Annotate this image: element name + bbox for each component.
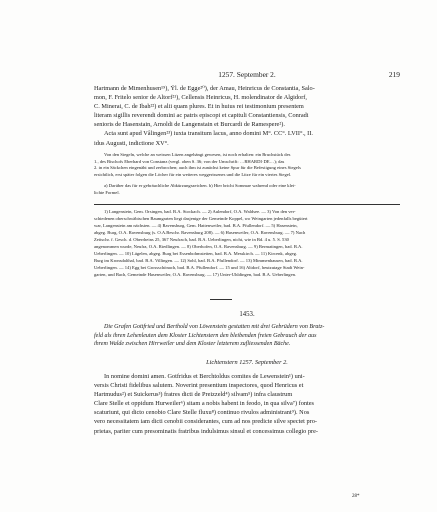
summary-line: feld als ihren Lehenleuten dem Kloster Lichtenstern den bleibenden freien Gebrauch der aus xyxy=(94,332,317,339)
footnote-line: 1) Langenstein, Gem. Orsingen, bad. B.A. Stockach. — 2) Aulendorf, O.A. Waldsee. — 3) Von den ver- xyxy=(104,209,296,214)
text-line: Acta sunt apud Vâlingen²³) iuxta transitum lacus, anno domini M°. CC°. LVII°., II. xyxy=(104,130,313,138)
footnote-line: abgeg. Burg, O.A. Ravensburg (s. O.A.Beschr. Ravensburg 208). — 6) Hasenweiler, O.A. Ravensburg. — 7) Nach xyxy=(94,230,306,235)
note-line: ersichtlich, erst später folgen die Löcher für ein weiteres weggerissenes und die Litze für ein viertes Siegel. xyxy=(94,172,292,178)
text-line: Hartmann de Mimenhusen¹⁹), Ÿl. de Egge²⁰), der Amau, Heinricus de Constantia, Salo- xyxy=(94,85,315,92)
footnote-line: Zeitschr. f. Gesch. d. Oberrheins 25, 367 Neufrach, bad. B.A. Ueberlingen, nicht, wie in Bd. 4 u. 5. S. 530 xyxy=(94,237,289,242)
footnote-line: angenommen wurde, Neufra, O.A. Riedlingen. — 8) Oberhofen, O.A. Ravensburg. — 9) Bermatingen, bad. B.A. xyxy=(94,244,303,249)
footnotes xyxy=(94,208,400,278)
note-line: lichte Formel. xyxy=(94,189,120,195)
text-line: Clare Stelle et oppidum Hurweiler⁶) sitam a nobis habent in feodo, in qua silva⁷) fontes xyxy=(94,400,315,408)
footnote-divider xyxy=(94,204,400,205)
text-line: scaturiunt, qui dicto cenobio Clare Stelle fluxu⁸) continuo rivulos administrant⁹). Nos xyxy=(94,409,310,417)
charter-text-continued xyxy=(94,84,400,148)
text-line: idus Augusti, indictione XV°. xyxy=(94,139,169,147)
text-line: C. Minerai, C. de Ibah²²) et alii quam plures. Et in huius rei testimonium presentem xyxy=(94,103,304,111)
summary-line: ihrem Walde zwischen Hirrweiler und dem Kloster letzterem zufliessenden Bäche. xyxy=(94,341,291,348)
footnote-line: Ueberlingen. — 14) Egg bei Grossschönach, bad. B.A. Pfullendorf. — 15 und 16) Altdorf, heutzutage Stadt Wein- xyxy=(94,265,305,270)
note-line: a) Darüber das für er gebräuchliche Abkürzungszeichen. b) Hier bricht Sommae wahrend oder eine klei- xyxy=(104,183,296,188)
text-line: mon, F. Fritelo senior de Altorf²¹), Cellensis Heinricus, H. molendinator de Algidorf, xyxy=(94,94,307,102)
text-line: versis Christi fidelibus salutem. Noverint presentium inspectores, quod Henricus et xyxy=(94,382,304,390)
text-line: Hartmudus²) et Suickerus³) fratres dicti de Preizzeld⁴) silvam⁵) infra claustrum xyxy=(94,391,293,399)
document-summary xyxy=(94,323,400,349)
document-number: 1453. xyxy=(239,311,255,318)
summary-line: Die Grafen Gottfried und Berthold von Löwenstein gestatten mit drei Gebrüdern von Bratz- xyxy=(104,324,325,330)
text-line: In nomine domini amen. Gotfridus et Berchtoldus comites de Lewenstein¹) uni- xyxy=(104,373,305,380)
text-line: prietas, pariter cum presominatis fratribus indulsimus sinsul et concessimus collegio pre- xyxy=(94,427,319,435)
charter-text xyxy=(94,372,400,436)
signature-mark: 28* xyxy=(352,494,360,499)
textual-notes xyxy=(94,183,400,196)
note-line: Von den Siegeln, welche an weissen Litzen angehängt gewesen, ist noch erhalten: ein Bruchstück des xyxy=(104,152,291,157)
seal-description xyxy=(94,152,400,179)
footnote-line: Burg im Kronsdalthal, bad. B.A. Villingen. — 12) Sohl, bad. B.A. Pfullendorf. — 13) Mimmenhausen, bad. B.A. xyxy=(94,258,303,263)
footnote-line: garten, und Bach, Gemeinde Hasenweiler, O.A. Ravensburg. — 17) Unter-Uhldingen, bad. B.A. Ueberlingen. xyxy=(94,272,297,277)
page-number: 219 xyxy=(388,70,400,79)
text-line: literam sigillis reverendi domini ac patris episcopi et capituli Constantiensis, Conradi xyxy=(94,112,309,120)
place-date-line: Lichtenstern 1257. September 2. xyxy=(206,359,288,366)
page-header xyxy=(94,70,400,80)
footnote-line: schiedenen oberschwäbischen Baumgarten liegt dasjenige der Gemeinde Koppel, wo Weingarten jedenfalls begütert xyxy=(94,216,308,221)
section-separator xyxy=(210,299,232,300)
text-line: senioris de Hasenstain, Arnoldi de Langenstain et Burcardi de Ramespere²). xyxy=(94,121,285,129)
footnote-line: Ueberlingen. — 10) Lägelen, abgeg. Burg bei Essenbohmstetten, bad. B.A. Messkirch. — 11) Kircenk, abgeg. xyxy=(94,251,298,256)
note-line: 1., des Bischofs Eberhard von Constanz (vergl. oben S. 36; von der Umschrift: …RHARDI·DE…); das xyxy=(94,158,285,164)
running-title: 1257. September 2. xyxy=(218,70,276,79)
footnote-line: war, Langenstein am nächsten. — 4) Ravensburg, Gem. Hattenweiler, bad. B.A. Pfullendorf. — 5) Hasenstein, xyxy=(94,223,298,228)
text-line: vero necessitatem iam dicti cenobii considerantes, cum ad nos predicte silve spectet pro- xyxy=(94,418,317,426)
note-line: 2. in ein Säckchen eingenäht und zerbrochen; auch ihm ist zunächst keine Spur für die Befestigung eines Siegels xyxy=(94,165,301,171)
